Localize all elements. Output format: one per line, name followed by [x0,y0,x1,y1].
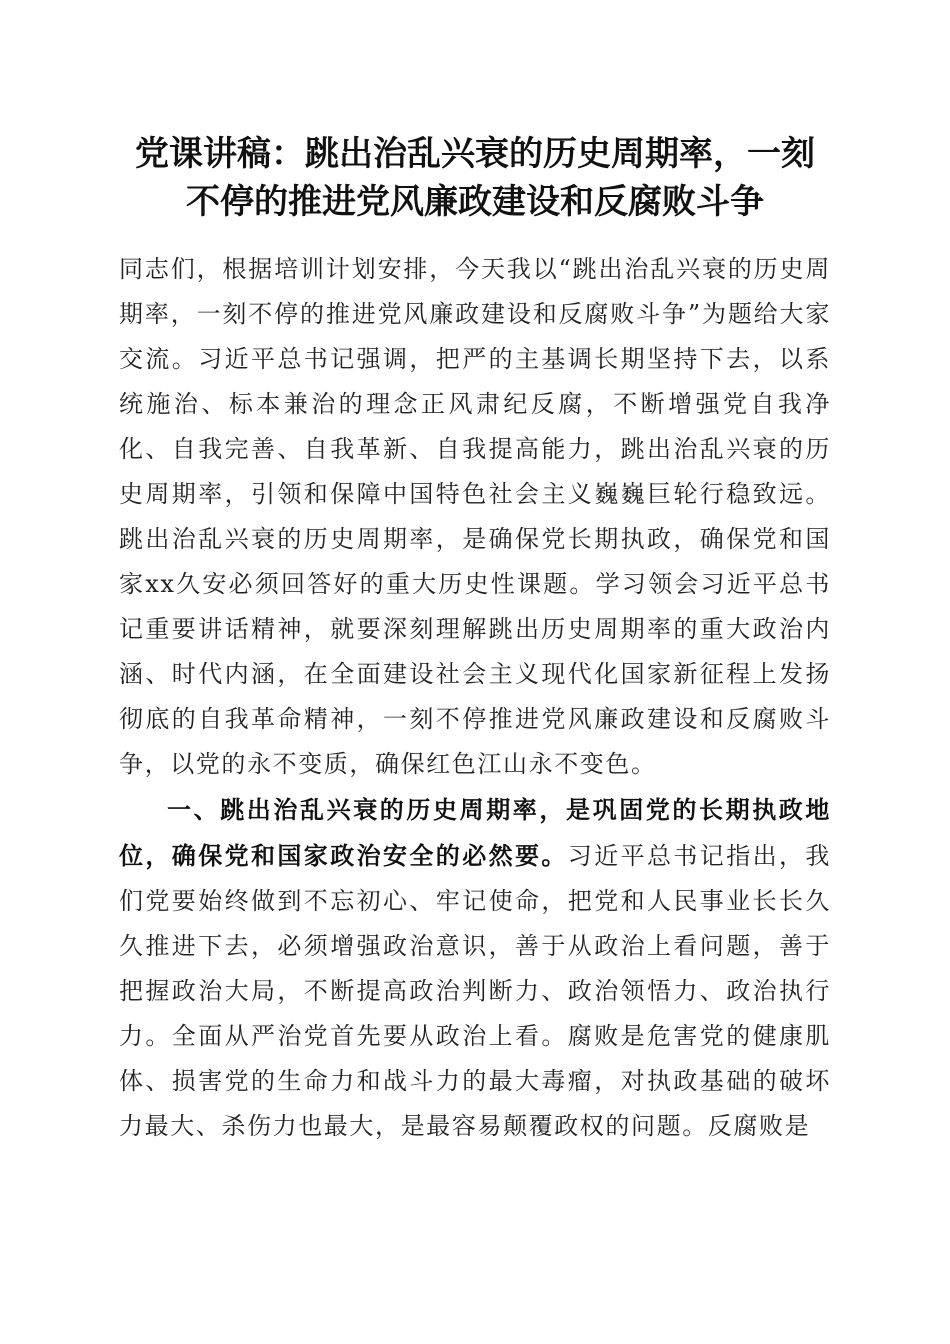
title-line-1: 党课讲稿：跳出治乱兴衰的历史周期率，一刻 [135,134,815,174]
paragraph-section-1 [119,787,831,1149]
section-1-heading: 一、跳出治乱兴衰的历史周期率，是巩固党的长期执政地位，确保党和国家政治安全的必然要。 [119,795,831,870]
document-body [119,247,831,1149]
title-line-2: 不停的推进党风廉政建设和反腐败斗争 [186,182,764,222]
document-title [100,130,850,226]
paragraph-intro: 同志们，根据培训计划安排，今天我以“跳出治乱兴衰的历史周期率，一刻不停的推进党风廉政建设和反腐败斗争”为题给大家交流。习近平总书记强调，把严的主基调长期坚持下去，以系统施治、标本兼治的理念正风肃纪反腐，不断增强党自我净化、自我完善、自我革新、自我提高能力，跳出治乱兴衰的历史周期率，引领和保障中国特色社会主义巍巍巨轮行稳致远。跳出治乱兴衰的历史周期率，是确保党长期执政，确保党和国家xx久安必须回答好的重大历史性课题。学习领会习近平总书记重要讲话精神，就要深刻理解跳出历史周期率的重大政治内涵、时代内涵，在全面建设社会主义现代化国家新征程上发扬彻底的自我革命精神，一刻不停推进党风廉政建设和反腐败斗争，以党的永不变质，确保红色江山永不变色。 [119,255,831,778]
section-1-text: 习近平总书记指出，我们党要始终做到不忘初心、牢记使命，把党和人民事业长长久久推进下去，必须增强政治意识，善于从政治上看问题，善于把握政治大局，不断提高政治判断力、政治领悟力、政治执行力。全面从严治党首先要从政治上看。腐败是危害党的健康肌体、损害党的生命力和战斗力的最大毒瘤，对执政基础的破坏力最大、杀伤力也最大，是最容易颠覆政权的问题。反腐败是 [119,842,831,1140]
